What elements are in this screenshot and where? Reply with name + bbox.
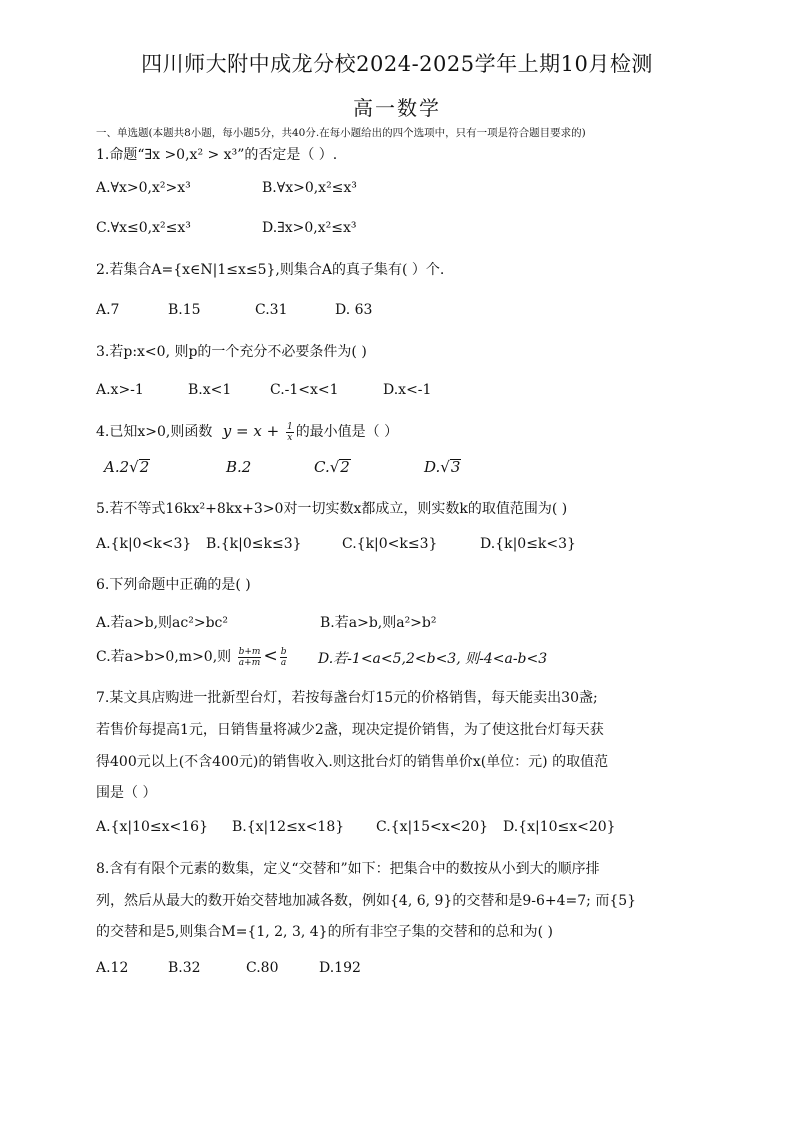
question-6-option-a: A.若a>b,则ac²>bc² [96,615,228,631]
question-5-option-c: C.{k|0<k≤3} [342,536,438,552]
question-8-option-c: C.80 [246,960,279,976]
question-7-line-2: 若售价每提高1元，日销售量将减少2盏，现决定提价销售，为了使这批台灯每天获 [96,722,604,738]
question-3-stem: 3.若p:x<0, 则p的一个充分不必要条件为( ) [96,344,367,360]
sqrt-symbol: √ [440,458,450,476]
question-4-frac-numerator: 1 [286,421,293,432]
question-4-stem [96,421,398,443]
question-6-option-c-text: C.若a>b>0,m>0,则 [96,649,232,665]
question-7-option-d: D.{x|10≤x<20} [503,819,616,835]
question-2-option-c: C.31 [255,302,288,318]
sqrt-symbol: √ [129,458,139,476]
question-4-formula-left: y = x + [222,422,284,440]
question-1-option-d: D.∃x>0,x²≤x³ [262,220,357,236]
question-6-option-b: B.若a>b,则a²>b² [320,615,437,631]
question-3-option-a: A.x>-1 [96,382,144,398]
section-instructions: 一、单选题(本题共8小题，每小题5分，共40分.在每小题给出的四个选项中，只有一项是符合题目要求的) [96,127,586,139]
question-8-line-2: 列，然后从最大的数开始交替地加减各数，例如{4, 6, 9}的交替和是9-6+4=7; 而{5} [96,893,637,909]
question-8-option-b: B.32 [168,960,201,976]
question-8-option-d: D.192 [319,960,361,976]
question-6-frac1-denominator: a+m [238,657,261,668]
question-2-option-d: D. 63 [335,302,373,318]
question-4-option-a-radicand: 2 [139,458,150,476]
question-3-option-c: C.-1<x<1 [270,382,339,398]
question-5-option-d: D.{k|0≤k<3} [480,536,576,552]
question-6-option-c-fraction-2 [280,647,288,668]
question-4-option-d [424,458,461,476]
question-4-option-a-coef: 2 [119,458,130,476]
question-1-stem: 1.命题“∃x >0,x² > x³”的否定是（ ）. [96,147,338,163]
question-4-frac-denominator: x [287,432,293,443]
question-6-frac1-numerator: b+m [238,646,261,657]
question-5-option-a: A.{k|0<k<3} [96,536,192,552]
sqrt-symbol: √ [329,458,340,476]
question-7-line-4: 围是（ ） [96,785,157,801]
question-1-option-c: C.∀x≤0,x²≤x³ [96,220,191,236]
question-7-option-b: B.{x|12≤x<18} [232,819,345,835]
question-6-option-d: D.若-1<a<5,2<b<3, 则-4<a-b<3 [318,651,548,667]
question-6-frac2-numerator: b [280,646,287,657]
question-3-option-d: D.x<-1 [383,382,432,398]
question-4-fraction [286,422,294,443]
question-6-less-than: < [263,646,278,666]
question-4-stem-text: 4.已知x>0,则函数 [96,424,213,440]
question-8-line-3: 的交替和是5,则集合M={1, 2, 3, 4}的所有非空子集的交替和的总和为( ) [96,924,553,940]
question-6-option-c [96,646,289,668]
exam-subject: 高一数学 [353,96,441,120]
question-6-stem: 6.下列命题中正确的是( ) [96,577,251,593]
question-2-option-a: A.7 [96,302,120,318]
question-2-stem: 2.若集合A={x∈N|1≤x≤5},则集合A的真子集有( ）个. [96,262,445,278]
question-4-option-c [314,458,351,476]
question-4-option-a [104,458,150,476]
question-8-option-a: A.12 [96,960,129,976]
question-6-option-c-fraction-1 [238,647,262,668]
question-4-option-c-label: C. [314,458,330,476]
question-3-option-b: B.x<1 [188,382,232,398]
question-1-option-a: A.∀x>0,x²>x³ [96,180,191,196]
question-7-option-c: C.{x|15<x<20} [376,819,489,835]
question-4-option-b: B.2 [226,458,252,476]
question-4-stem-tail: 的最小值是（ ） [295,424,399,440]
question-5-stem: 5.若不等式16kx²+8kx+3>0对一切实数x都成立，则实数k的取值范围为( ) [96,501,568,517]
question-1-option-b: B.∀x>0,x²≤x³ [262,180,357,196]
question-8-line-1: 8.含有有限个元素的数集，定义“交替和”如下：把集合中的数按从小到大的顺序排 [96,861,600,877]
question-7-option-a: A.{x|10≤x<16} [96,819,208,835]
question-4-option-a-label: A. [104,458,120,476]
question-4-formula [222,421,296,443]
question-5-option-b: B.{k|0≤k≤3} [206,536,302,552]
question-6-frac2-denominator: a [280,657,287,668]
question-7-line-3: 得400元以上(不含400元)的销售收入.则这批台灯的销售单价x(单位：元) 的取值范 [96,754,609,770]
question-7-line-1: 7.某文具店购进一批新型台灯，若按每盏台灯15元的价格销售，每天能卖出30盏; [96,690,598,706]
exam-title: 四川师大附中成龙分校2024-2025学年上期10月检测 [141,52,653,76]
question-4-option-c-radicand: 2 [340,458,350,476]
question-4-option-d-label: D. [424,458,441,476]
question-2-option-b: B.15 [168,302,201,318]
question-4-option-d-radicand: 3 [450,458,461,476]
